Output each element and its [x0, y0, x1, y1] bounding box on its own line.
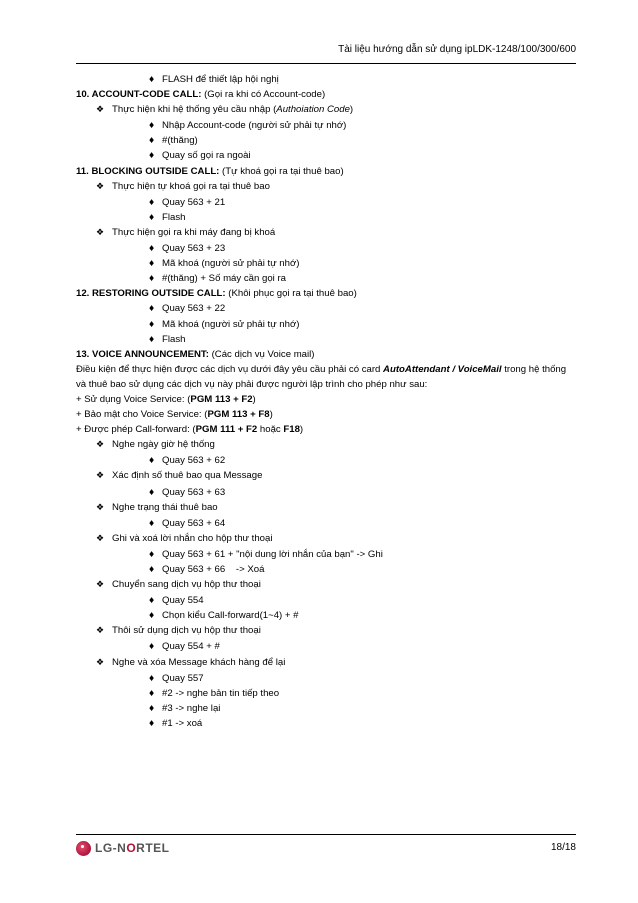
- text-run: Thôi sử dụng dịch vụ hộp thư thoại: [112, 625, 261, 637]
- list-item: [76, 686, 576, 701]
- text-run: 12. RESTORING OUTSIDE CALL:: [76, 288, 226, 300]
- text-run: ): [269, 409, 273, 421]
- text-run: Quay 563 + 62: [162, 455, 226, 467]
- text-run: Quay 563 + 23: [162, 243, 226, 255]
- text-run: Xác định số thuê bao qua Message: [112, 470, 263, 482]
- text-run: Thực hiện khi hệ thống yêu cầu nhập (: [112, 104, 277, 116]
- header-title: Tài liệu hướng dẫn sử dụng ipLDK-1248/100/300/600: [338, 44, 576, 55]
- text-run: Quay số gọi ra ngoài: [162, 150, 251, 162]
- text-run: Quay 563 + 61 + "nội dung lời nhắn của bạn" -> Ghi: [162, 548, 383, 560]
- text-run: Nghe và xóa Message khách hàng để lại: [112, 656, 286, 668]
- list-item: [76, 102, 576, 118]
- diamond-flower-bullet-icon: ❖: [96, 580, 105, 591]
- list-item: [76, 271, 576, 286]
- diamond-bullet-icon: ♦: [148, 688, 156, 698]
- list-item: [76, 639, 576, 654]
- footer-rule: [76, 834, 576, 835]
- diamond-bullet-icon: ♦: [148, 197, 156, 207]
- list-item: [76, 453, 576, 468]
- text-line: [76, 407, 576, 422]
- text-run: (Gọi ra khi có Account-code): [201, 89, 326, 101]
- list-item: [76, 671, 576, 686]
- diamond-flower-bullet-icon: ❖: [96, 533, 105, 544]
- diamond-flower-bullet-icon: ❖: [96, 227, 105, 238]
- text-run: + Bảo mật cho Voice Service: (: [76, 409, 208, 421]
- diamond-bullet-icon: ♦: [148, 596, 156, 606]
- text-line: [76, 286, 576, 301]
- list-item: [76, 437, 576, 453]
- text-run: trong hệ thống và thuê bao sử dụng các dịch vụ này phải được người lập trình cho phép như sau:: [76, 363, 569, 390]
- diamond-bullet-icon: ♦: [148, 304, 156, 314]
- text-run: 10. ACCOUNT-CODE CALL:: [76, 89, 202, 101]
- diamond-bullet-icon: ♦: [148, 75, 156, 84]
- list-item: [76, 485, 576, 500]
- text-run: Mã khoá (người sử phải tự nhớ): [162, 318, 300, 330]
- text-run: Thực hiện gọi ra khi máy đang bị khoá: [112, 226, 276, 238]
- list-item: [76, 716, 576, 731]
- text-run: Điều kiện để thực hiện được các dịch vụ dưới đây yêu cầu phải có card: [76, 363, 384, 375]
- diamond-flower-bullet-icon: ❖: [96, 626, 105, 637]
- text-run: Nghe ngày giờ hệ thống: [112, 439, 215, 451]
- text-run: ): [299, 424, 304, 436]
- text-run: Authoiation Code: [276, 104, 350, 116]
- text-run: Flash: [162, 333, 186, 345]
- text-run: Mã khoá (người sử phải tự nhớ): [162, 258, 300, 270]
- text-run: Quay 563 + 64: [162, 517, 226, 529]
- text-run: #(thăng) + Số máy cần gọi ra: [162, 273, 286, 285]
- text-run: hoặc: [257, 424, 284, 436]
- text-run: PGM 113 + F2: [190, 393, 253, 405]
- diamond-flower-bullet-icon: ❖: [96, 181, 105, 192]
- text-run: Quay 563 + 63: [162, 486, 226, 498]
- diamond-bullet-icon: ♦: [148, 121, 156, 131]
- diamond-bullet-icon: ♦: [148, 673, 156, 683]
- text-run: Quay 554: [162, 595, 204, 607]
- list-item: [76, 301, 576, 316]
- text-run: Ghi và xoá lời nhắn cho hộp thư thoại: [112, 532, 273, 544]
- text-run: + Sử dụng Voice Service: (: [76, 393, 191, 405]
- diamond-bullet-icon: ♦: [148, 487, 156, 497]
- document-body: [76, 72, 576, 731]
- text-run: Nhập Account-code (người sử phải tự nhớ): [162, 120, 347, 132]
- list-item: [76, 608, 576, 623]
- list-item: [76, 317, 576, 332]
- diamond-bullet-icon: ♦: [148, 611, 156, 621]
- text-run: (Các dịch vụ Voice mail): [208, 348, 315, 360]
- list-item: [76, 118, 576, 133]
- list-item: [76, 133, 576, 148]
- text-run: Quay 557: [162, 672, 204, 684]
- text-run: AutoAttendant / VoiceMail: [383, 363, 502, 375]
- diamond-bullet-icon: ♦: [148, 259, 156, 269]
- text-run: Chọn kiểu Call-forward(1~4) + #: [162, 610, 299, 622]
- list-item: [76, 577, 576, 593]
- text-line: [76, 87, 576, 102]
- diamond-bullet-icon: ♦: [148, 212, 156, 222]
- diamond-bullet-icon: ♦: [148, 319, 156, 329]
- diamond-bullet-icon: ♦: [148, 334, 156, 344]
- list-item: [76, 241, 576, 256]
- text-line: [76, 422, 576, 437]
- text-run: Quay 563 + 21: [162, 196, 226, 208]
- text-line: [76, 164, 576, 179]
- diamond-flower-bullet-icon: ❖: [96, 657, 105, 668]
- diamond-bullet-icon: ♦: [148, 244, 156, 254]
- text-run: F18: [283, 424, 300, 436]
- diamond-bullet-icon: ♦: [148, 518, 156, 528]
- logo-text: LG-NORTEL: [95, 841, 170, 855]
- list-item: [76, 547, 576, 562]
- diamond-bullet-icon: ♦: [148, 718, 156, 728]
- text-run: Thực hiện tự khoá gọi ra tại thuê bao: [112, 180, 270, 192]
- text-line: [76, 347, 576, 362]
- text-run: (Khôi phục gọi ra tại thuê bao): [225, 288, 357, 300]
- diamond-bullet-icon: ♦: [148, 274, 156, 284]
- list-item: [76, 210, 576, 225]
- text-run: Nghe trạng thái thuê bao: [112, 501, 218, 513]
- diamond-flower-bullet-icon: ❖: [96, 502, 105, 513]
- text-run: 13. VOICE ANNOUNCEMENT:: [76, 348, 209, 360]
- list-item: [76, 256, 576, 271]
- list-item: [76, 332, 576, 347]
- list-item: [76, 655, 576, 671]
- diamond-bullet-icon: ♦: [148, 549, 156, 559]
- text-run: #2 -> nghe bản tin tiếp theo: [162, 687, 280, 699]
- header-rule: [76, 63, 576, 64]
- page-number: 18/18: [550, 842, 576, 853]
- text-run: + Được phép Call-forward: (: [76, 424, 196, 436]
- text-run: Quay 563 + 66 -> Xoá: [162, 564, 265, 575]
- text-run: PGM 111 + F2: [195, 424, 258, 436]
- diamond-bullet-icon: ♦: [148, 703, 156, 713]
- list-item: [76, 531, 576, 547]
- diamond-flower-bullet-icon: ❖: [96, 105, 105, 116]
- list-item: [76, 500, 576, 516]
- lg-logo-icon: [76, 841, 91, 856]
- list-item: [76, 179, 576, 195]
- diamond-bullet-icon: ♦: [148, 565, 156, 574]
- list-item: [76, 593, 576, 608]
- list-item: [76, 516, 576, 531]
- list-item: [76, 195, 576, 210]
- text-run: FLASH để thiết lập hội nghị: [162, 74, 279, 85]
- diamond-bullet-icon: ♦: [148, 642, 156, 652]
- text-run: ): [349, 104, 354, 116]
- diamond-bullet-icon: ♦: [148, 136, 156, 146]
- list-item: [76, 562, 576, 577]
- text-run: #1 -> xoá: [162, 717, 203, 729]
- list-item: [76, 225, 576, 241]
- list-item: [76, 468, 576, 484]
- text-run: #3 -> nghe lại: [162, 702, 221, 714]
- diamond-bullet-icon: ♦: [148, 456, 156, 466]
- diamond-flower-bullet-icon: ❖: [96, 471, 105, 482]
- list-item: [76, 623, 576, 639]
- text-run: (Tự khoá gọi ra tại thuê bao): [219, 165, 344, 177]
- list-item: [76, 701, 576, 716]
- text-line: [76, 362, 576, 392]
- text-run: Chuyển sang dịch vụ hộp thư thoại: [112, 579, 261, 591]
- text-run: Quay 563 + 22: [162, 303, 226, 315]
- diamond-flower-bullet-icon: ❖: [96, 440, 105, 451]
- text-run: 11. BLOCKING OUTSIDE CALL:: [76, 165, 220, 177]
- text-run: #(thăng): [162, 135, 198, 147]
- text-line: [76, 392, 576, 407]
- lg-nortel-logo: [76, 840, 170, 856]
- list-item: [76, 72, 576, 87]
- text-run: PGM 113 + F8: [207, 409, 270, 421]
- list-item: [76, 148, 576, 163]
- text-run: Flash: [162, 211, 186, 223]
- text-run: Quay 554 + #: [162, 641, 220, 653]
- diamond-bullet-icon: ♦: [148, 151, 156, 161]
- text-run: ): [252, 393, 256, 405]
